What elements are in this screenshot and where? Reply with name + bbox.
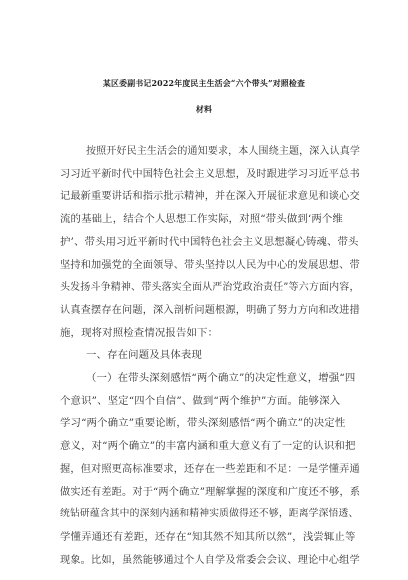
body-line: 个意识”、坚定“四个自信”、做到“两个维护”方面。能够深入 xyxy=(60,394,341,407)
body-line: 习习近平新时代中国特色社会主义思想，及时跟进学习习近平总书 xyxy=(60,168,360,180)
body-line: 头发扬斗争精神、带头落实全面从严治党政治责任”等六方面内容， xyxy=(60,282,360,294)
body-line: 护’、带头用习近平新时代中国特色社会主义思想凝心铸魂、带头 xyxy=(60,235,359,248)
body-line: 记最新重要讲话和指示批示精神，并在深入开展征求意见和谈心交 xyxy=(60,191,360,203)
body-line: 按照开好民主生活会的通知要求，本人围绕主题，深入认真学 xyxy=(86,146,361,157)
body-line: （一）在带头深刻感悟“两个确立”的决定性意义，增强“四 xyxy=(86,372,356,384)
body-line: 学习“两个确立”重要论断，带头深刻感悟“两个确立”的决定性 xyxy=(60,417,346,430)
body-line: 认真查摆存在问题，深入剖析问题根源，明确了努力方向和改进措 xyxy=(60,304,360,316)
body-line: 做实还有差距。对于“两个确立”理解掌握的深度和广度还不够，系 xyxy=(60,486,361,498)
body-line: 学懂弄通还有差距，还存在“知其然不知其所以然”，浅尝辄止等 xyxy=(60,530,356,543)
body-line: 意义，对“两个确立”的丰富内涵和重大意义有了一定的认识和把 xyxy=(60,440,356,453)
body-line: 统钻研蕴含其中的深刻内涵和精神实质做得还不够，距离学深悟透、 xyxy=(60,508,359,520)
body-line: 流的基础上，结合个人思想工作实际，对照“带头做到‘两个维 xyxy=(60,213,343,226)
body-line: 施，现将对照检查情况报告如下： xyxy=(60,326,219,339)
body-line: 现象。比如，虽然能够通过个人自学及常委会会议、理论中心组学 xyxy=(60,554,360,566)
document-title-line-2: 材料 xyxy=(195,105,213,114)
body-line: 坚持和加强党的全面领导、带头坚持以人民为中心的发展思想、带 xyxy=(60,259,360,271)
section-heading: 一、存在问题及具体表现 xyxy=(86,349,202,362)
document-title-line-1: 某区委副书记2022年度民主生活会“六个带头”对照检查 xyxy=(102,79,306,88)
body-line: 握，但对照更高标准要求，还存在一些差距和不足：一是学懂弄通 xyxy=(60,463,360,475)
